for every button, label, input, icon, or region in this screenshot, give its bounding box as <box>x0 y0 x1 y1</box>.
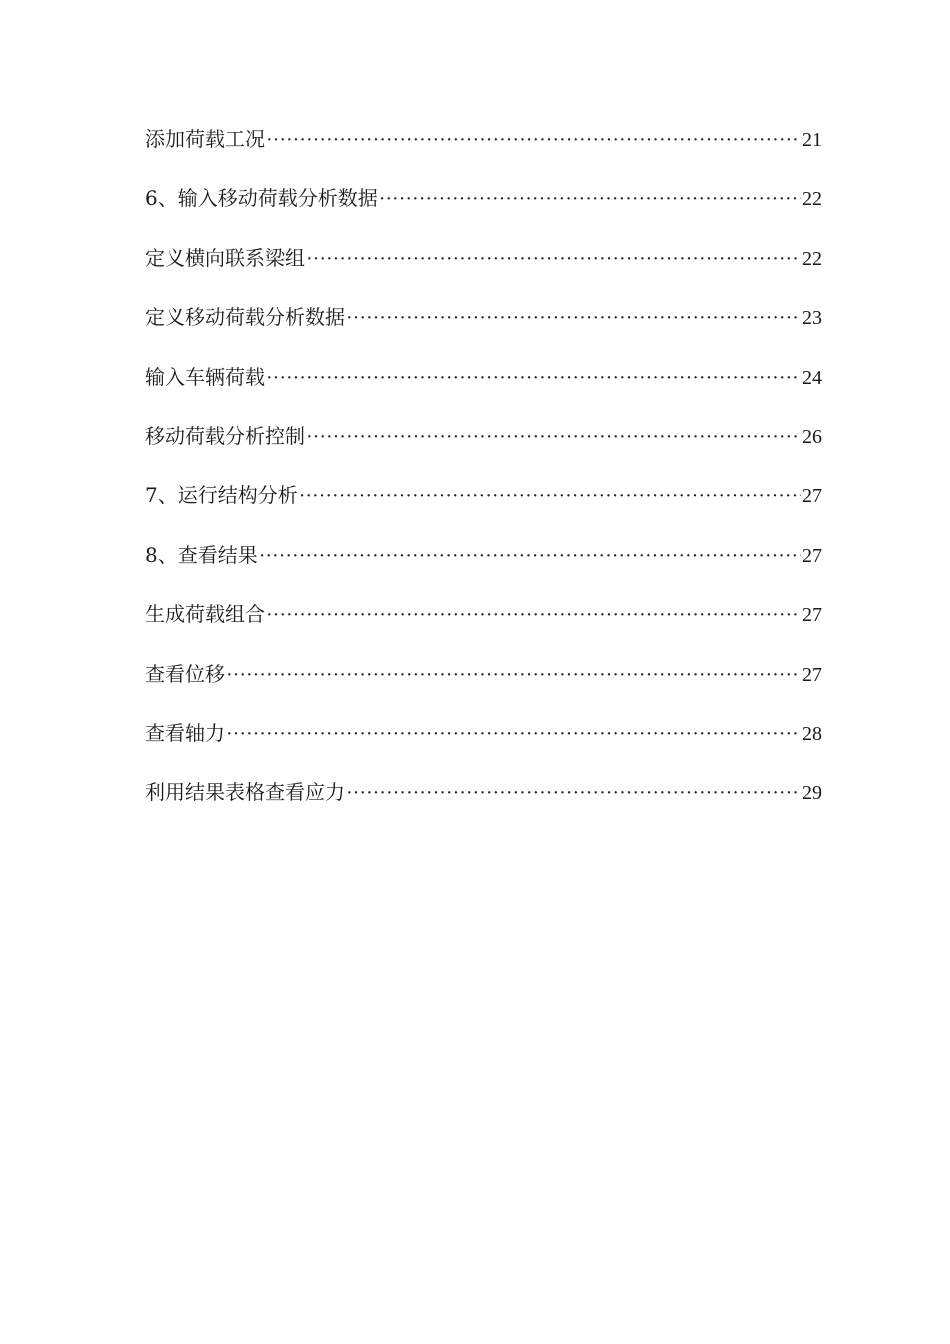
toc-entry-page: 26 <box>802 425 822 448</box>
toc-entry[interactable] <box>145 179 822 238</box>
toc-dot-leader <box>306 240 801 278</box>
toc-entry-page: 27 <box>802 604 822 627</box>
toc-entry-title: 添加荷载工况 <box>145 127 265 151</box>
toc-dot-leader <box>299 477 801 515</box>
toc-entry-title: 6、输入移动荷载分析数据 <box>145 186 378 211</box>
toc-entry-title: 利用结果表格查看应力 <box>145 780 345 805</box>
toc-entry[interactable] <box>145 358 822 417</box>
toc-dot-leader <box>266 596 801 634</box>
toc-dot-leader <box>379 180 801 218</box>
toc-dot-leader <box>266 359 801 397</box>
toc-entry-page: 29 <box>802 782 822 805</box>
toc-dot-leader <box>266 121 801 159</box>
toc-entry[interactable] <box>145 773 822 832</box>
toc-entry-page: 23 <box>802 307 822 330</box>
toc-entry-page: 27 <box>802 544 822 567</box>
toc-entry-page: 22 <box>802 247 822 270</box>
toc-entry[interactable] <box>145 595 822 654</box>
toc-entry-title: 定义移动荷载分析数据 <box>145 305 345 330</box>
toc-entry-page: 28 <box>802 722 822 745</box>
toc-entry-title: 查看位移 <box>145 661 225 686</box>
toc-entry[interactable] <box>145 120 822 179</box>
toc-entry[interactable] <box>145 239 822 298</box>
toc-entry-title: 生成荷载组合 <box>145 602 265 627</box>
toc-entry-title: 移动荷载分析控制 <box>145 423 305 448</box>
toc-entry-page: 27 <box>802 485 822 508</box>
toc-entry[interactable] <box>145 298 822 357</box>
toc-entry[interactable] <box>145 714 822 773</box>
toc-dot-leader <box>226 715 801 753</box>
toc-entry-page: 27 <box>802 663 822 686</box>
toc-entry-page: 22 <box>802 188 822 211</box>
toc-entry[interactable] <box>145 655 822 714</box>
toc-dot-leader <box>346 774 801 812</box>
toc-entry[interactable] <box>145 417 822 476</box>
toc-entry-page: 24 <box>802 366 822 389</box>
toc-entry[interactable] <box>145 536 822 595</box>
toc-dot-leader <box>306 418 801 456</box>
toc-dot-leader <box>259 537 801 575</box>
toc-entry-title: 定义横向联系梁组 <box>145 245 305 270</box>
toc-dot-leader <box>346 299 801 337</box>
toc-entry[interactable] <box>145 476 822 535</box>
table-of-contents <box>145 120 822 833</box>
toc-entry-page: 21 <box>802 129 822 151</box>
toc-entry-title: 输入车辆荷载 <box>145 364 265 389</box>
toc-entry-title: 查看轴力 <box>145 720 225 745</box>
toc-entry-title: 7、运行结构分析 <box>145 483 298 508</box>
toc-entry-title: 8、查看结果 <box>145 542 258 567</box>
toc-dot-leader <box>226 656 801 694</box>
